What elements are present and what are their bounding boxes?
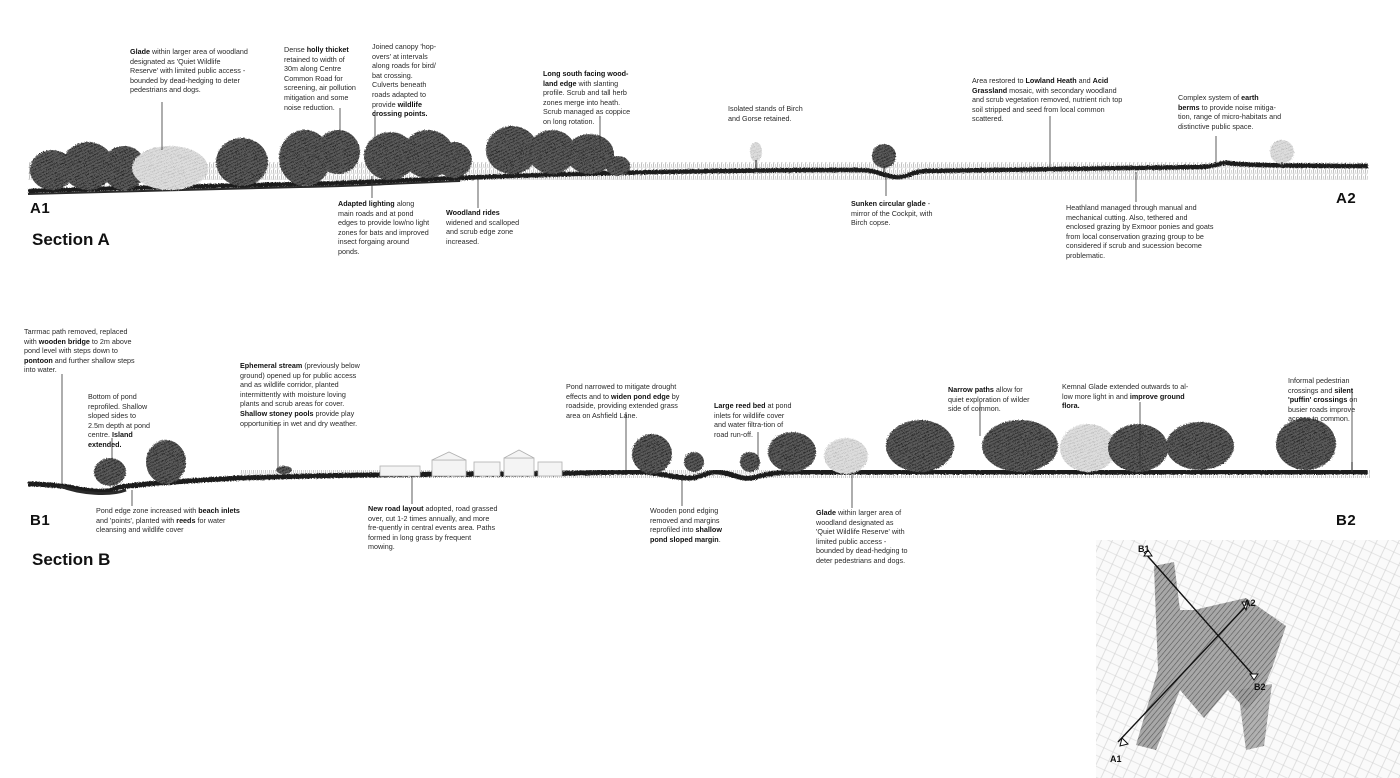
note-b12 [816,508,910,566]
note-text: retained to width of 30m along Centre Common Road for screening, air pollution mitigation and some noise reduction. [284,54,356,112]
note-bold-text: earth berms [1178,93,1259,112]
note-bold-text: Shallow stoney pools [240,408,314,418]
note-bold-text: Island extended. [88,430,133,449]
note-text: by roadside, providing extended grass area on Ashfield Lane. [566,391,680,420]
note-a1 [130,47,250,95]
note-b7 [1062,382,1190,411]
note-text: for water cleansing and wildlife cover [96,515,226,535]
note-text: within larger area of woodland designated as 'Quiet Wildlife Reserve' with limited public access - bounded by dead-hedging to deter pedestrians and dogs. [130,47,248,95]
note-b3 [240,361,366,428]
note-text: within larger area of woodland designated as 'Quiet Wildlife Reserve' with limited public access - bounded by dead-hedging to deter pedestrians and dogs. [816,508,908,565]
note-b8 [1288,376,1376,424]
note-bold-text: Adapted lighting [338,199,395,208]
note-a10 [851,199,937,228]
note-bold-text: New road layout [368,504,424,513]
note-text: Bottom of pond reprofiled. Shallow sloped sides to 2.5m depth at pond centre. [88,392,150,440]
note-a2 [284,45,360,112]
map-label-b1: B1 [1138,544,1150,554]
note-text: adopted, road grassed over, cut 1-2 times annually, and more fre-quently in central events area. Paths formed in long grass by frequent mowing. [368,504,498,552]
note-text: . [718,534,721,544]
map-label-a2: A2 [1244,598,1256,608]
note-text: Isolated stands of Birch and Gorse retained. [728,104,803,123]
note-b1 [24,327,140,375]
section-b-title: Section B [32,550,111,569]
section-a-end-label: A2 [1336,190,1357,207]
note-text: Informal pedestrian crossings and [1288,376,1350,395]
note-bold-text: Woodland rides [446,208,500,217]
note-text: mosaic, with secondary woodland and scrub vegetation removed, nutrient rich top soil stripped and seed from local common scattered. [972,85,1123,124]
note-b6 [948,385,1032,414]
note-text: Tarrmac path removed, replaced with [24,327,128,346]
note-text: and 'points', planted with [96,515,177,525]
note-bold-text: widen pond edge [611,391,670,401]
note-a5 [728,104,804,123]
note-bold-text: improve ground flora. [1062,391,1185,411]
note-bold-text: reeds [176,515,196,525]
note-text: widened and scalloped and scrub edge zone increased. [446,217,520,246]
note-a3 [372,42,438,119]
note-bold-text: Glade [816,508,836,517]
note-text: Area restored to [972,76,1026,85]
note-text: (previously below ground) opened up for public access and as wildlife corridor, planted intermittently with moisture loving plants and scrub areas for cover. [240,361,360,409]
note-a8 [338,199,430,257]
note-b5 [714,401,796,439]
note-text: provide play opportunities in wet and dry weather. [240,408,358,428]
note-text: Dense [284,45,307,54]
note-text: with slanting profile. Scrub and tall herb zones merge into heath. Scrub managed as coppice on long rotation. [543,78,631,126]
note-bold-text: Long south facing wood-land edge [543,69,629,88]
note-a6 [972,76,1128,124]
note-text: Pond edge zone increased with [96,506,199,515]
section-a-trees [30,126,1294,190]
note-bold-text: wildlife crossing points. [372,99,428,119]
note-text: Wooden pond edging removed and margins reprofiled into [650,506,720,535]
section-b-start-label: B1 [30,512,51,529]
note-text: Pond narrowed to mitigate drought effects and to [566,382,677,401]
note-text: - mirror of the Cockpit, with Birch copse. [851,199,933,228]
note-b11 [650,506,730,544]
note-bold-text: beach inlets [198,506,240,515]
note-text: at pond inlets for wildlife cover and water filtra-tion of road run-off. [714,401,792,439]
note-bold-text: Narrow paths [948,385,994,394]
key-map [1096,540,1400,778]
note-bold-text: Ephemeral stream [240,361,303,370]
note-text: on busier roads improve access to common. [1288,395,1358,424]
note-bold-text: Acid Grassland [972,76,1109,95]
note-text: to 2m above pond level with steps down to [24,336,132,356]
note-bold-text: wooden bridge [38,336,90,346]
note-bold-text: Glade [130,47,150,56]
note-bold-text: Large reed bed [714,401,766,410]
note-bold-text: silent 'puffin' crossings [1288,385,1354,405]
note-bold-text: Lowland Heath [1025,76,1077,85]
section-a-title: Section A [32,230,110,249]
section-b-ground [28,470,1370,493]
note-text: allow for quiet exploration of wilder side of common. [948,385,1030,414]
note-text: Joined canopy 'hop-overs' at intervals along roads for bird/ bat crossing. Culverts beneath roads adapted to provide [372,42,437,109]
note-b4 [566,382,686,420]
note-text: to provide noise mitiga-tion, range of micro-habitats and distinctive public space. [1178,102,1282,131]
note-bold-text: shallow pond sloped margin [650,525,722,544]
note-text: and further shallow steps into water. [24,355,135,375]
note-bold-text: holly thicket [306,45,349,54]
note-a9 [446,208,526,246]
note-text: along main roads and at pond edges to provide low/no light zones for bats and improved insect forgaing around ponds. [338,199,430,256]
note-text: Kemnal Glade extended outwards to al-low more light in and [1062,382,1189,401]
section-a-start-label: A1 [30,200,51,217]
note-a11 [1066,203,1216,261]
map-label-a1: A1 [1110,754,1122,764]
note-b10 [368,504,498,552]
note-text: and [1076,76,1093,85]
note-text: Heathland managed through manual and mechanical cutting. Also, tethered and enclosed grazing by Exmoor ponies and goats from local conservation grazing group to be considered if scrub and sucession become problematic. [1066,203,1214,260]
note-b9 [96,506,240,535]
note-b2 [88,392,150,450]
note-a4 [543,69,639,127]
note-bold-text: pontoon [24,355,53,365]
note-bold-text: Sunken circular glade [851,199,926,208]
note-text: Complex system of [1178,93,1242,102]
note-a7 [1178,93,1282,131]
section-b-end-label: B2 [1336,512,1357,529]
map-label-b2: B2 [1254,682,1266,692]
